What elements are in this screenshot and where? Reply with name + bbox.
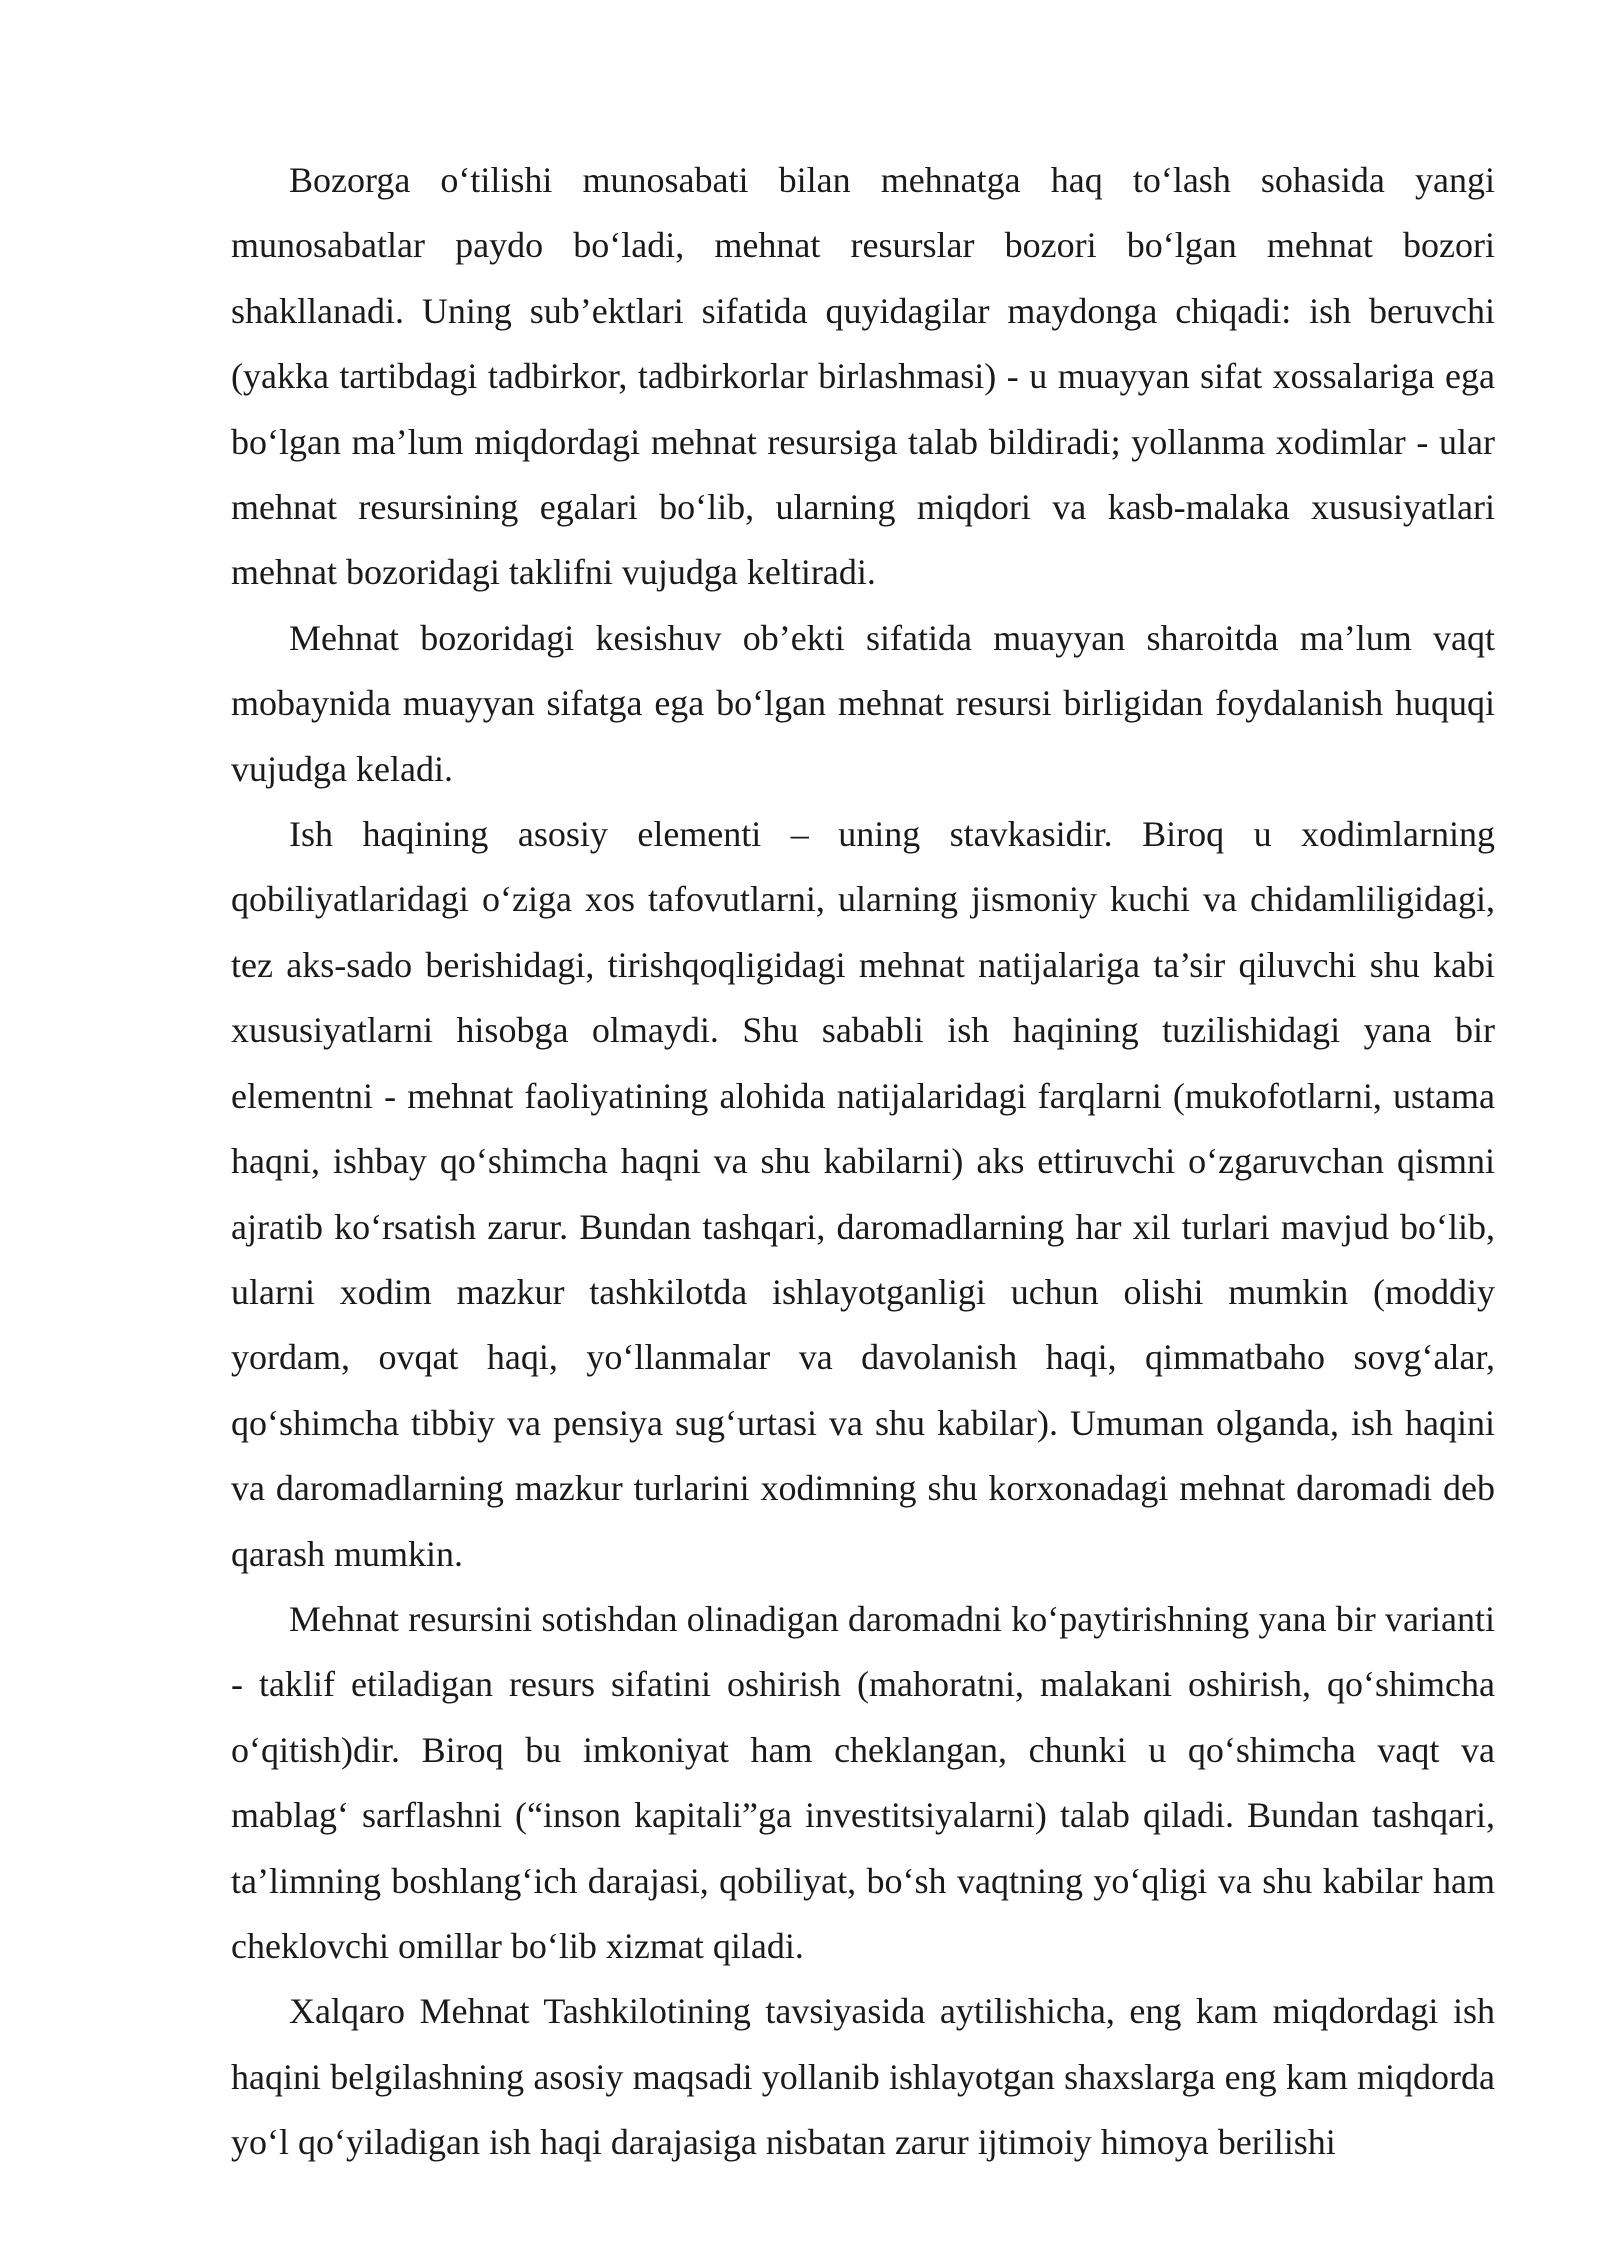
paragraph-wage-elements: Ish haqining asosiy elementi – uning stavkasidir. Biroq u xodimlarning qobiliyatlaridagi o‘ziga xos tafovutlarni, ularning jismoniy kuchi va chidamliligidagi, tez aks-sado berishidagi, tirishqoqligidagi mehnat natijalariga ta’sir qiluvchi shu kabi xususiyatlarni hisobga olmaydi. Shu sababli ish haqining tuzilishidagi yana bir elementni - mehnat faoliyatining alohida natijalaridagi farqlarni (mukofotlarni, ustama haqni, ishbay qo‘shimcha haqni va shu kabilarni) aks ettiruvchi o‘zgaruvchan qismni ajratib ko‘rsatish zarur. Bundan tashqari, daromadlarning har xil turlari mavjud bo‘lib, ularni xodim mazkur tashkilotda ishlayotganligi uchun olishi mumkin (moddiy yordam, ovqat haqi, yo‘llanmalar va davolanish haqi, qimmatbaho sovg‘alar, qo‘shimcha tibbiy va pensiya sug‘urtasi va shu kabilar). Umuman olganda, ish haqini va daromadlarning mazkur turlarini xodimning shu korxonadagi mehnat daromadi deb qarash mumkin. — [231, 814, 1495, 1574]
paragraph-income-increase: Mehnat resursini sotishdan olinadigan daromadni ko‘paytirishning yana bir varianti - taklif etiladigan resurs sifatini oshirish (mahoratni, malakani oshirish, qo‘shimcha o‘qitish)dir. Biroq bu imkoniyat ham cheklangan, chunki u qo‘shimcha vaqt va mablag‘ sarflashni (“inson kapitali”ga investitsiyalarni) talab qiladi. Bundan tashqari, ta’limning boshlang‘ich darajasi, qobiliyat, bo‘sh vaqtning yo‘qligi va shu kabilar ham cheklovchi omillar bo‘lib xizmat qiladi. — [231, 1598, 1495, 1966]
paragraph-ilo-recommendation: Xalqaro Mehnat Tashkilotining tavsiyasida aytilishicha, eng kam miqdordagi ish haqini belgilashning asosiy maqsadi yollanib ishlayotgan shaxslarga eng kam miqdorda yo‘l qo‘yiladigan ish haqi darajasiga nisbatan zarur ijtimoiy himoya berilishi — [231, 1991, 1495, 2163]
document-page — [231, 148, 1495, 2176]
paragraph-labor-market-object: Mehnat bozoridagi kesishuv ob’ekti sifatida muayyan sharoitda ma’lum vaqt mobaynida muayyan sifatga ega bo‘lgan mehnat resursi birligidan foydalanish huquqi vujudga keladi. — [231, 617, 1495, 789]
paragraph-market-transition: Bozorga o‘tilishi munosabati bilan mehnatga haq to‘lash sohasida yangi munosabatlar paydo bo‘ladi, mehnat resurslar bozori bo‘lgan mehnat bozori shakllanadi. Uning sub’ektlari sifatida quyidagilar maydonga chiqadi: ish beruvchi (yakka tartibdagi tadbirkor, tadbirkorlar birlashmasi) - u muayyan sifat xossalariga ega bo‘lgan ma’lum miqdordagi mehnat resursiga talab bildiradi; yollanma xodimlar - ular mehnat resursining egalari bo‘lib, ularning miqdori va kasb-malaka xususiyatlari mehnat bozoridagi taklifni vujudga keltiradi. — [231, 160, 1495, 593]
